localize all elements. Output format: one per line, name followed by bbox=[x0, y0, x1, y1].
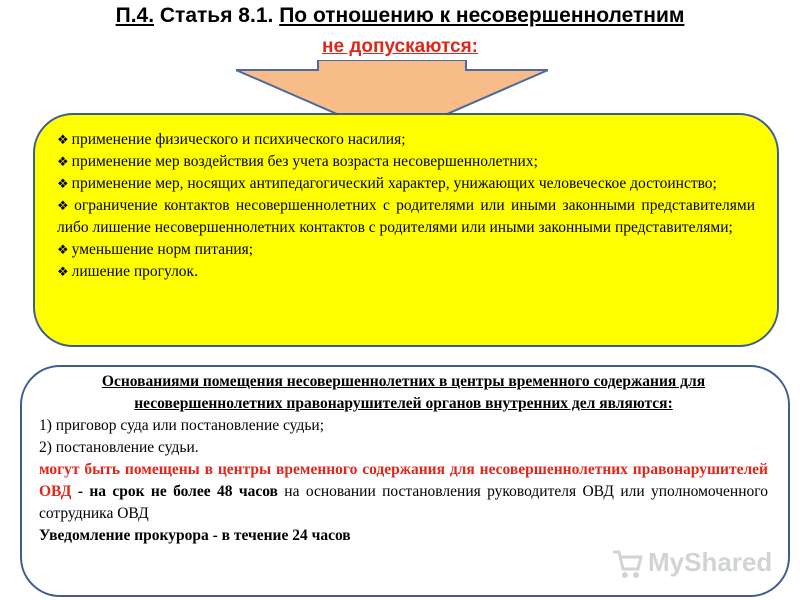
diamond-bullet-icon: ❖ bbox=[57, 154, 69, 169]
title-point: П.4. bbox=[115, 4, 155, 27]
cart-icon bbox=[610, 547, 644, 581]
diamond-bullet-icon: ❖ bbox=[57, 264, 69, 279]
prohibitions-box bbox=[33, 113, 779, 347]
detention-paragraph bbox=[39, 459, 768, 525]
diamond-bullet-icon: ❖ bbox=[57, 242, 69, 257]
detention-term: - на срок не более 48 часов bbox=[71, 483, 278, 500]
list-item: ❖ применение физического и психического насилия; bbox=[57, 131, 406, 148]
grounds-heading: Основаниями помещения несовершеннолетних в центры временного содержания для несовершеннолетних правонарушителей органов внутренних дел являются: bbox=[101, 373, 706, 412]
diamond-bullet-icon: ❖ bbox=[57, 132, 69, 147]
diamond-bullet-icon: ❖ bbox=[57, 198, 72, 213]
list-item: ❖ ограничение контактов несовершеннолетних с родителями или иными законными представителями либо лишение несовершеннолетних контактов с родителями или иными законными представителями; bbox=[57, 197, 755, 236]
prohibitions-list bbox=[57, 129, 755, 283]
detention-basis: на основании постановления руководителя ОВД или уполномоченного сотрудника ОВД bbox=[39, 483, 768, 522]
page-title bbox=[0, 4, 800, 28]
page-subtitle: не допускаются: bbox=[322, 36, 478, 57]
title-article: Статья 8.1. bbox=[159, 4, 274, 27]
grounds-item-1: 1) приговор суда или постановление судьи; bbox=[39, 417, 325, 434]
list-item: ❖ лишение прогулок. bbox=[57, 263, 198, 280]
title-text: По отношению к несовершеннолетним bbox=[279, 4, 685, 27]
diamond-bullet-icon: ❖ bbox=[57, 176, 69, 191]
watermark bbox=[610, 543, 790, 583]
list-item: ❖ применение мер воздействия без учета возраста несовершеннолетних; bbox=[57, 153, 538, 170]
list-item: ❖ уменьшение норм питания; bbox=[57, 241, 254, 258]
detention-red-text: могут быть помещены в центры временного содержания для несовершеннолетних правонарушителей ОВД bbox=[39, 461, 768, 500]
watermark-text: MyShared bbox=[648, 547, 773, 577]
prosecutor-notice: Уведомление прокурора - в течение 24 часов bbox=[39, 527, 351, 544]
grounds-item-2: 2) постановление судьи. bbox=[39, 439, 199, 456]
list-item: ❖ применение мер, носящих антипедагогический характер, унижающих человеческое достоинство; bbox=[57, 175, 717, 192]
